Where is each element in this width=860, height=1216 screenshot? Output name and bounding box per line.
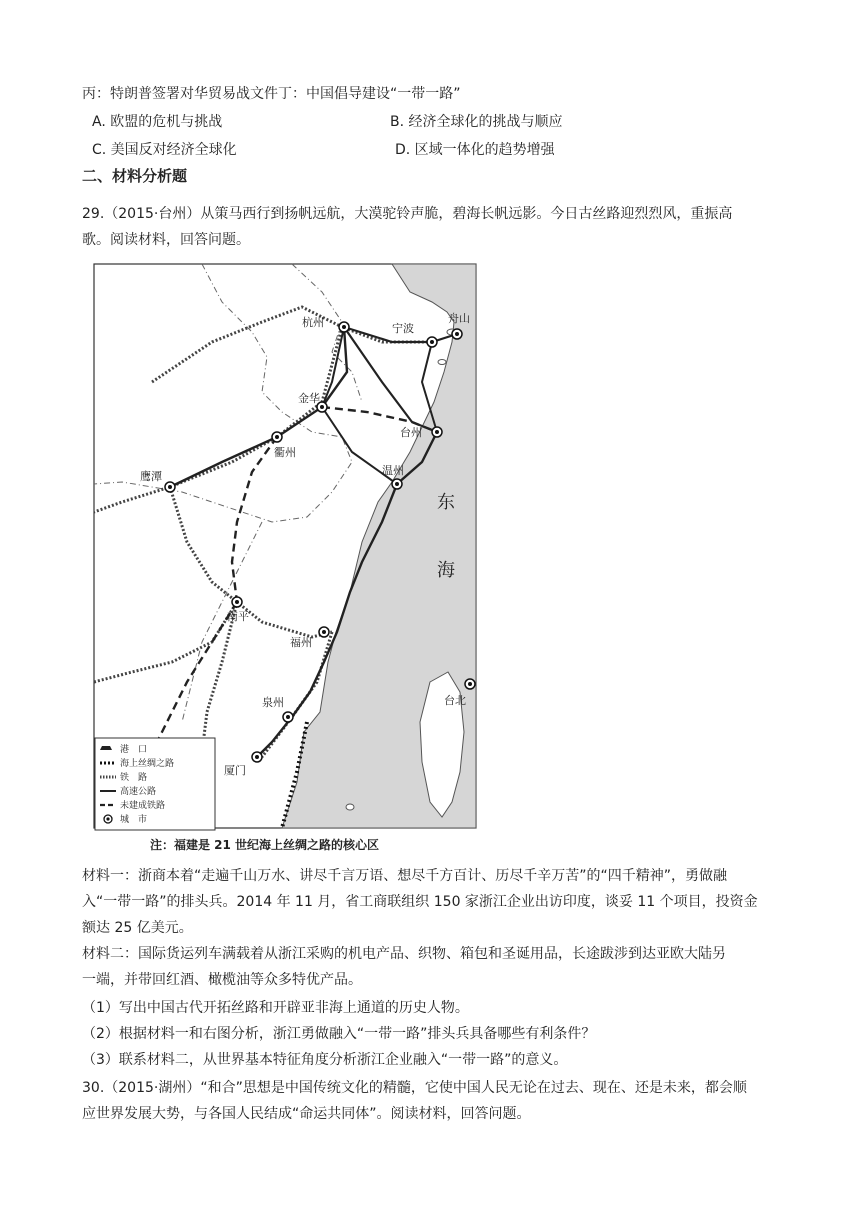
legend-unbuilt-railway: 未建成铁路 — [120, 801, 166, 811]
city-label-fuzhou: 福州 — [290, 636, 312, 649]
option-d: D. 区域一体化的趋势增强 — [395, 142, 555, 158]
option-b: B. 经济全球化的挑战与顺应 — [390, 114, 563, 130]
sea-label-hai: 海 — [437, 560, 455, 581]
q30-line1: 30.（2015·湖州）“和合”思想是中国传统文化的精髓，它使中国人民无论在过去、现在、还是未来，都会顺 — [82, 1080, 747, 1096]
legend-sea-silk-road: 海上丝绸之路 — [120, 759, 175, 769]
city-label-yingtan: 鹰潭 — [140, 470, 162, 483]
material2-line1: 材料二：国际货运列车满载着从浙江采购的机电产品、织物、箱包和圣诞用品，长途跋涉到达亚欧大陆另 — [82, 946, 726, 962]
q29-intro-line2: 歌。阅读材料，回答问题。 — [82, 232, 250, 248]
q29-sub3: （3）联系材料二，从世界基本特征角度分析浙江企业融入“一带一路”的意义。 — [82, 1052, 568, 1068]
legend-port: 港 口 — [120, 745, 148, 755]
city-label-nanping: 南平 — [227, 610, 249, 623]
city-label-taibei: 台北 — [444, 694, 466, 707]
city-label-wenzhou: 温州 — [382, 464, 404, 477]
city-label-jinhua: 金华 — [298, 392, 320, 405]
map-legend — [95, 738, 215, 830]
legend-city: 城 市 — [120, 815, 148, 825]
legend-railway: 铁 路 — [120, 773, 148, 783]
q29-sub2: （2）根据材料一和右图分析，浙江勇做融入“一带一路”排头兵具备哪些有利条件？ — [82, 1026, 596, 1042]
city-label-ningbo: 宁波 — [392, 322, 414, 335]
city-label-zhoushan: 舟山 — [448, 312, 470, 325]
section-title: 二、材料分析题 — [82, 167, 188, 185]
option-c: C. 美国反对经济全球化 — [92, 142, 237, 158]
material1-line3: 额达 25 亿美元。 — [82, 920, 193, 936]
q30-line2: 应世界发展大势，与各国人民结成“命运共同体”。阅读材料，回答问题。 — [82, 1106, 531, 1122]
legend-highway: 高速公路 — [120, 787, 157, 797]
city-label-hangzhou: 杭州 — [302, 316, 324, 329]
material1-line2: 入“一带一路”的排头兵。2014 年 11 月，省工商联组织 150 家浙江企业出访印度，谈妥 11 个项目，投资金 — [82, 894, 758, 910]
map-note: 注：福建是 21 世纪海上丝绸之路的核心区 — [150, 838, 380, 852]
city-label-xiamen: 厦门 — [224, 764, 246, 777]
city-label-quanzhou: 泉州 — [262, 696, 284, 709]
q29-intro-line1: 29.（2015·台州）从策马西行到扬帆远航，大漠驼铃声脆，碧海长帆远影。今日古丝路迎烈烈风，重振高 — [82, 206, 733, 222]
option-a: A. 欧盟的危机与挑战 — [92, 114, 223, 130]
material2-line2: 一端，并带回红酒、橄榄油等众多特优产品。 — [82, 972, 362, 988]
city-label-taizhou: 台州 — [400, 426, 422, 439]
q29-sub1: （1）写出中国古代开拓丝路和开辟亚非海上通道的历史人物。 — [82, 1000, 469, 1016]
zhejiang-fujian-map — [92, 262, 478, 858]
sea-label-dong: 东 — [437, 492, 455, 513]
question-stem: 丙：特朗普签署对华贸易战文件丁：中国倡导建设“一带一路” — [82, 86, 461, 102]
city-label-quzhou: 衢州 — [274, 446, 296, 459]
material1-line1: 材料一：浙商本着“走遍千山万水、讲尽千言万语、想尽千方百计、历尽千辛万苦”的“四千精神”，勇做融 — [82, 868, 728, 884]
